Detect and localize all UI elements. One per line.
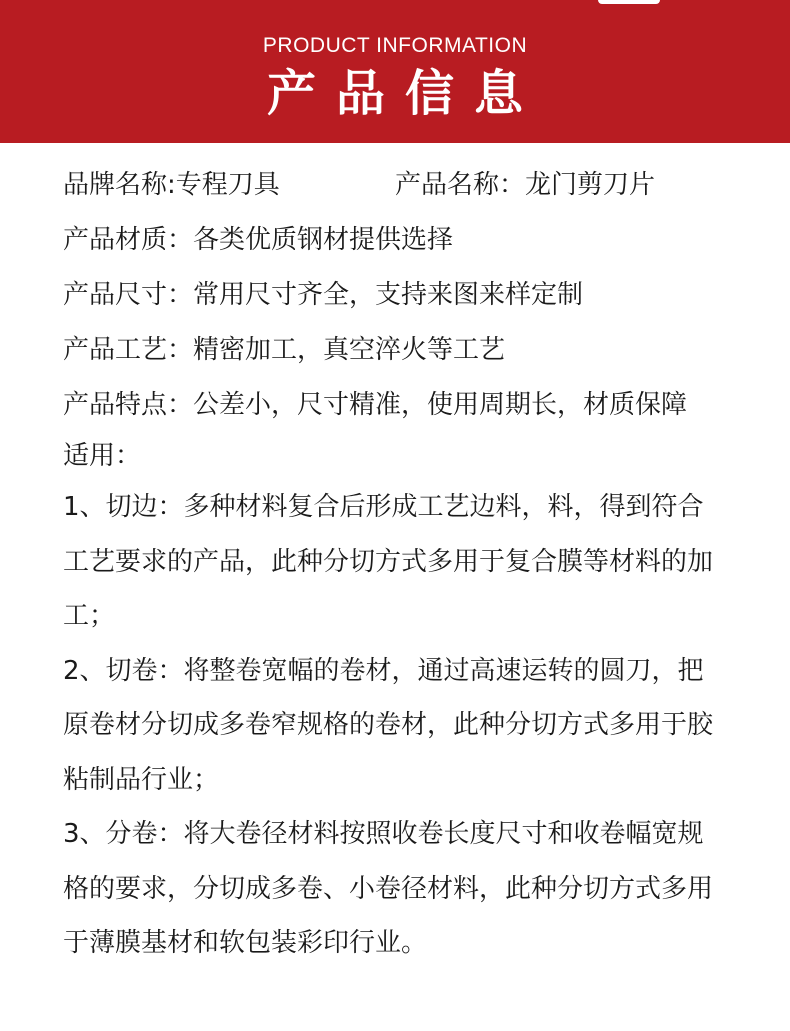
spec-size: 产品尺寸：常用尺寸齐全，支持来图来样定制 [63,280,584,310]
spec-features: 产品特点：公差小，尺寸精准，使用周期长，材质保障 [63,390,688,420]
banner-title-zh: 产品信息 [266,65,543,122]
spec-material: 产品材质：各类优质钢材提供选择 [63,225,454,255]
applications-heading: 适用： [63,441,142,471]
application-item: 1、切边：多种材料复合后形成工艺边料，料，得到符合工艺要求的产品，此种分切方式多用于复合膜等材料的加工； [63,492,714,631]
header-banner [0,0,790,143]
spec-brand: 品牌名称:专程刀具 [63,170,280,200]
application-item: 2、切卷：将整卷宽幅的卷材，通过高速运转的圆刀，把原卷材分切成多卷窄规格的卷材，此种分切方式多用于胶粘制品行业； [63,655,714,795]
application-item: 3、分卷：将大卷径材料按照收卷长度尺寸和收卷幅宽规格的要求，分切成多卷、小卷径材料，此种分切方式多用于薄膜基材和软包装彩印行业。 [63,819,714,958]
banner-title-en: PRODUCT INFORMATION [262,34,528,57]
spec-row-brand-name [63,158,728,213]
spec-process: 产品工艺：精密加工，真空淬火等工艺 [63,335,506,365]
product-info-body [63,158,728,971]
spec-product-name: 产品名称：龙门剪刀片 [395,170,656,200]
banner-notch [598,0,660,4]
